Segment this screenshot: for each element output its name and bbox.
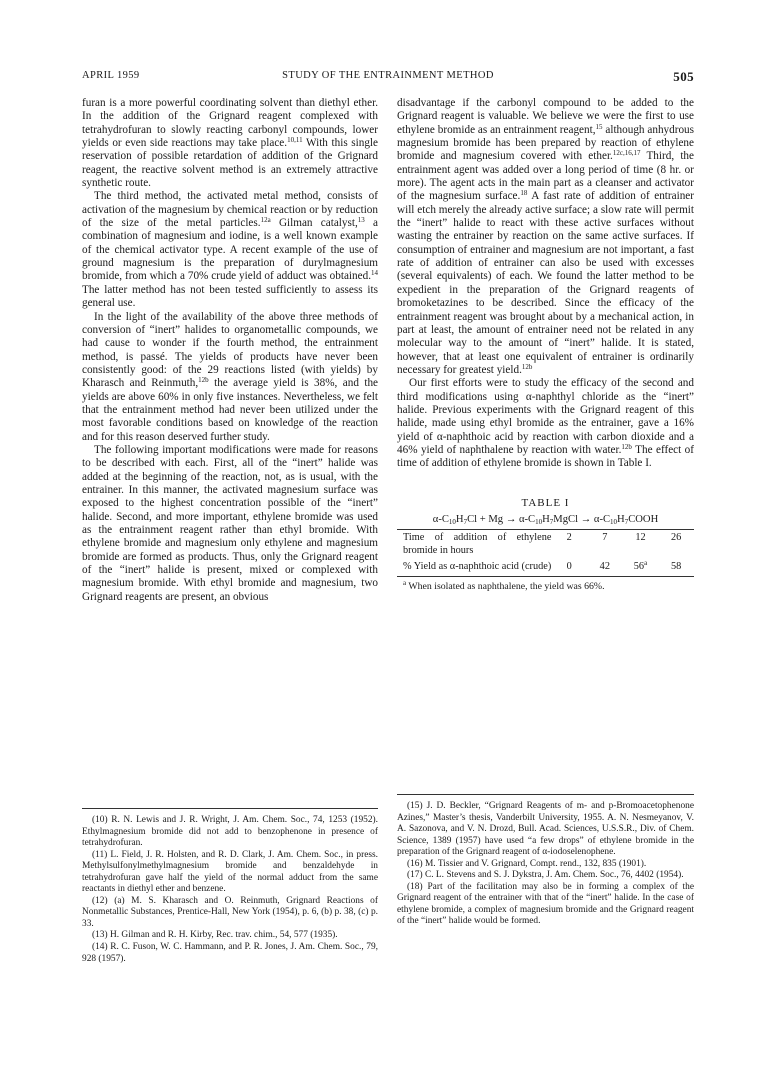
paragraph: In the light of the availability of the above three methods of conversion of “inert” halides to organometallic compounds, we had cause to wonder if the fourth method, the entrainment method, is passé. The yields of products have never been consistently good: of the 29 reactions listed (with yields) by Kharasch and Reinmuth,$^{12b}$ the average yield is 38%, and the yields are above 60% in only five instances. Nevertheless, we felt that the entrainment method had never been utilized under the most favorable conditions based on knowledge of the reaction and for this reason deserved further study. (82, 310, 378, 443)
citation-ref: 14 (371, 269, 378, 278)
citation-ref: 13 (357, 216, 365, 225)
data-table (397, 530, 694, 576)
table-cell: 12 (635, 532, 646, 544)
paragraph: Our first efforts were to study the efficacy of the second and third modifications using α-naphthyl chloride as the “inert” halide. Previous experiments with the Grignard reagent of this halide, made using ethyl bromide as the entrainer, gave a 16% yield of α-naphthoic acid by reaction with carbon dioxide and a 46% yield of naphthalene by reaction with water.$^{12b}$ The effect of time of addition of ethylene bromide is shown in Table I. (397, 377, 694, 470)
citation-ref: 18 (520, 189, 528, 198)
footnotes-left (82, 808, 378, 965)
paragraph: The third method, the activated metal method, consists of activation of the magnesium by chemical reaction or by reduction of the size of the metal particles.$^{12a}$ Gilman catalyst,$^{13}$ a combination of magnesium and iodine, is a well known example of the chemical activator type. A recent example of the use of ground magnesium is the preparation of durylmagnesium bromide, from which a 70% crude yield of adduct was obtained.$^{14}$ The latter method has not been tested sufficiently to assess its general use. (82, 190, 378, 310)
paragraph: The following important modifications were made for reasons to be described with each. First, all of the “inert” halide was added at the beginning of the reaction, not, as is usual, with the entrainer. In this manner, the activated magnesium surface was exposed to the highest concentration possible of the “inert” halide. Second, and more important, ethylene bromide was used as the entrainment reagent rather than ethyl bromide. With ethylene bromide and magnesium only ethylene and magnesium bromide are formed as products. Thus, only the Grignard reagent of the “inert” halide is present, mixed or complexed with magnesium bromide. With ethyl bromide and magnesium, two Grignard reagents are present, an obvious (82, 443, 378, 603)
left-column (82, 97, 378, 604)
table-cell: 56$^a$ (633, 559, 648, 573)
footnote: (10) R. N. Lewis and J. R. Wright, J. Am. Chem. Soc., 74, 1253 (1952). Ethylmagnesium bromide did not add to benzophenone in presence of tetrahydrofuran. (82, 815, 378, 849)
footnote-rule (82, 808, 378, 809)
table-cell: 58 (671, 561, 682, 573)
footnote-mark: a (644, 559, 648, 568)
table-cell: 0 (566, 561, 572, 573)
row-label: % Yield as α-naphthoic acid (crude) (403, 561, 552, 573)
row-label: Time of addition of ethylene bromide in hours (403, 532, 552, 556)
citation-ref: 12b (521, 362, 533, 371)
footnote: (13) H. Gilman and R. H. Kirby, Rec. trav. chim., 54, 577 (1935). (92, 930, 338, 941)
issue-date: APRIL 1959 (82, 70, 140, 81)
citation-ref: 12b (621, 442, 632, 451)
footnote: (11) L. Field, J. R. Holsten, and R. D. Clark, J. Am. Chem. Soc., in press. Methylsulfonylmethylmagnesium bromide and benzaldehyde in tetrahydrofuran gave half the yield of the normal adduct from the same reactants in diethyl ether and benzene. (82, 849, 378, 895)
footnote: (12) (a) M. S. Kharasch and O. Reinmuth, Grignard Reactions of Nonmetallic Substances, Prentice-Hall, New York (1954), p. 6, (b) p. 38, (c) p. 33. (82, 895, 378, 929)
table-1 (397, 497, 694, 593)
table-cell: 26 (671, 532, 682, 544)
running-title: STUDY OF THE ENTRAINMENT METHOD (282, 70, 494, 81)
paragraph: disadvantage if the carbonyl compound to be added to the Grignard reagent is valuable. We believe we were the first to use ethylene bromide as an entrainment reagent,$^{15}$ although anhydrous magnesium bromide has been prepared by reaction of ethylene bromide and magnesium covered with ether.$^{12c,16,17}$ Third, the entrainment agent was added over a long period of time (8 hr. or more). The agent acts in the main part as a cleanser and activator of the magnesium surface.$^{18}$ A fast rate of addition of entrainer will etch merely the already active surface; a slow rate will permit the “inert” halide to react with these active surfaces without wasting the entrainer by reaction on the same active surfaces. If consumption of entrainer and magnesium are not important, a fast rate of addition of entrainer can also be used with excesses (several equivalents) of each. We found the latter method to be expedient in the preparation of the Grignard reagents of bromoketazines to be described. Since the efficacy of the entrainment reagent was brought about by a mechanical action, in part at least, the amount of entrainer need not be related in any molecular way to the amount of “inert” halide. It is stated, however, that at least one equivalent of entrainer is ordinarily necessary for greatest yield.$^{12b}$ (397, 97, 694, 376)
table-title: TABLE I (521, 496, 570, 509)
footnote: (15) J. D. Beckler, “Grignard Reagents of m- and p-Bromoacetophenone Azines,” Master’s thesis, Vanderbilt University, 1955. A. N. Nesmeyanov, V. A. Sazonova, and V. N. Drozd, Bull. Acad. Sciences, U.S.S.R., Div. of Chem. Science, 1389 (1957) have used “a few drops” of ethylene bromide in the preparation of the Grignard reagent of α-iodoselenophene. (397, 801, 694, 858)
citation-ref: 10,11 (287, 136, 303, 145)
table-cell: 2 (566, 532, 572, 544)
table-footnote: $^a$ When isolated as naphthalene, the yield was 66%. (403, 578, 605, 592)
citation-ref: 12b (198, 376, 209, 385)
footnote: (16) M. Tissier and V. Grignard, Compt. rend., 132, 835 (1901). (407, 858, 647, 869)
citation-ref: 12a (260, 216, 271, 225)
page-number: 505 (673, 69, 694, 84)
footnote-rule (397, 794, 694, 795)
footnote: (14) R. C. Fuson, W. C. Hammann, and P. R. Jones, J. Am. Chem. Soc., 79, 928 (1957). (82, 942, 378, 964)
right-column (397, 97, 694, 593)
table-cell: 42 (599, 561, 610, 573)
paragraph: furan is a more powerful coordinating solvent than diethyl ether. In the addition of the Grignard reagent complexed with tetrahydrofuran to slowly reacting carbonyl compounds, lower yields or even side reactions may take place.$^{10,11}$ With this single reservation of possible retardation of addition of the Grignard reagent, the reactive solvent method is an extremely attractive synthetic route. (82, 97, 378, 190)
citation-ref: 15 (595, 122, 603, 131)
table-cell: 7 (602, 532, 608, 544)
footnote-mark: a (403, 578, 407, 587)
citation-ref: 12c,16,17 (612, 149, 641, 158)
footnote: (17) C. L. Stevens and S. J. Dykstra, J. Am. Chem. Soc., 76, 4402 (1954). (407, 870, 684, 881)
reaction-equation: $\alpha-C_{10}H_7Cl + Mg$ → $\alpha-C_{10}H_7MgCl$ → $\alpha-C_{10}H_7COOH$ (432, 513, 659, 526)
table-row (397, 530, 694, 559)
running-header (82, 70, 694, 84)
footnotes-right (397, 794, 694, 928)
table-row (397, 559, 694, 576)
footnote: (18) Part of the facilitation may also be in forming a complex of the Grignard reagent of the entrainer with that of the “inert” halide. In the case of ethylene bromide, a complex of magnesium bromide and the Grignard reagent of the “inert” halide would be formed. (397, 881, 694, 927)
